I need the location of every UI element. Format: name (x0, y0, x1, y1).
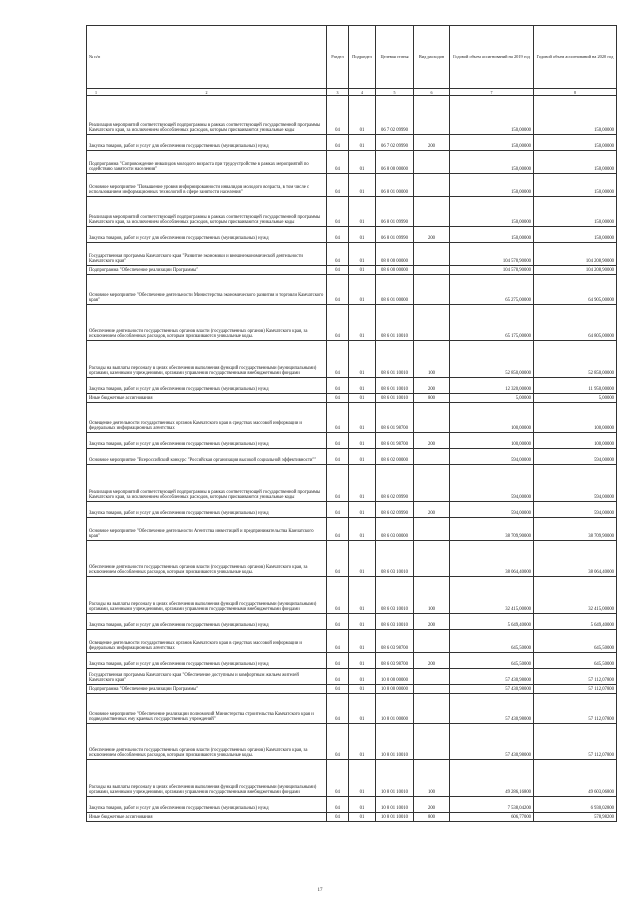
row-podrazdel: 01 (349, 694, 376, 724)
row-podrazdel: 01 (349, 630, 376, 653)
row-amount-2019: 100,00000 (450, 403, 534, 433)
row-name: Закупка товаров, работ и услуг для обеспечения государственных (муниципальных) нужд (87, 502, 327, 518)
row-amount-2019: 150,00000 (450, 151, 534, 174)
row-podrazdel: 01 (349, 403, 376, 433)
table-row (87, 275, 617, 305)
table-row (87, 518, 617, 541)
row-name: Освещение деятельности государственных органов Камчатского края в средствах массовой информации и федеральных информационных агентствах (87, 403, 327, 433)
row-tselevaya: 10 0 00 00000 (376, 669, 414, 685)
row-tselevaya: 08 0 00 00000 (376, 243, 414, 266)
row-name: Закупка товаров, работ и услуг для обеспечения государственных (муниципальных) нужд (87, 797, 327, 813)
row-tselevaya: 08 6 01 98700 (376, 433, 414, 449)
row-amount-2019: 57 430,98000 (450, 694, 534, 724)
row-name: Расходы на выплаты персоналу в целях обеспечения выполнения функций государственными (муниципальными) органами, казенными учреждениями, органами управления государственными внебюджетными фондами (87, 577, 327, 614)
row-podrazdel: 01 (349, 174, 376, 197)
table-row (87, 614, 617, 630)
row-amount-2019: 594,00000 (450, 465, 534, 502)
row-tselevaya: 08 6 02 00000 (376, 449, 414, 465)
table-row (87, 694, 617, 724)
row-name: Реализация мероприятий соответствующей подпрограммы в рамках соответствующей государственной программы Камчатского края, за исключением обособленных расходов, которым присваиваются уникальные коды (87, 465, 327, 502)
row-name: Закупка товаров, работ и услуг для обеспечения государственных (муниципальных) нужд (87, 614, 327, 630)
row-amount-2019: 606,77000 (450, 813, 534, 822)
table-row (87, 403, 617, 433)
row-vid (414, 669, 450, 685)
row-podrazdel: 01 (349, 653, 376, 669)
row-amount-2020: 57 112,07800 (534, 669, 617, 685)
row-podrazdel: 01 (349, 518, 376, 541)
row-podrazdel: 01 (349, 227, 376, 243)
row-amount-2019: 150,00000 (450, 96, 534, 135)
column-number: 5 (376, 89, 414, 96)
row-tselevaya: 10 8 01 10010 (376, 797, 414, 813)
row-tselevaya: 08 6 01 10010 (376, 378, 414, 394)
row-amount-2019: 38 709,90000 (450, 518, 534, 541)
row-amount-2019: 150,00000 (450, 197, 534, 227)
row-vid: 200 (414, 653, 450, 669)
row-tselevaya: 08 6 03 10010 (376, 541, 414, 577)
row-name: Подпрограмма "Обеспечение реализации Программы" (87, 685, 327, 694)
table-row (87, 760, 617, 797)
row-name: Подпрограмма "Обеспечение реализации Программы" (87, 266, 327, 275)
row-vid (414, 275, 450, 305)
row-amount-2020: 49 603,06800 (534, 760, 617, 797)
row-tselevaya: 08 6 01 10010 (376, 341, 414, 378)
row-name: Закупка товаров, работ и услуг для обеспечения государственных (муниципальных) нужд (87, 653, 327, 669)
row-amount-2020: 52 850,00000 (534, 341, 617, 378)
row-tselevaya: 08 6 03 00000 (376, 518, 414, 541)
row-tselevaya: 10 8 01 10010 (376, 760, 414, 797)
row-vid (414, 96, 450, 135)
row-podrazdel: 01 (349, 502, 376, 518)
column-number: 7 (450, 89, 534, 96)
row-podrazdel: 01 (349, 433, 376, 449)
row-amount-2019: 32 415,00000 (450, 577, 534, 614)
column-number: 6 (414, 89, 450, 96)
row-vid: 200 (414, 502, 450, 518)
row-amount-2020: 57 112,07800 (534, 685, 617, 694)
row-podrazdel: 01 (349, 577, 376, 614)
row-tselevaya: 06 7 02 09990 (376, 96, 414, 135)
row-name: Основное мероприятие "Повышение уровня информированности инвалидов молодого возраста, в том числе с использованием информационных технологий в сфере занятости населения" (87, 174, 327, 197)
row-vid (414, 197, 450, 227)
row-amount-2020: 150,00000 (534, 151, 617, 174)
row-tselevaya: 08 6 03 98700 (376, 630, 414, 653)
row-vid: 100 (414, 577, 450, 614)
row-amount-2020: 57 112,07800 (534, 724, 617, 760)
table-row (87, 174, 617, 197)
row-razdel: 04 (327, 760, 349, 797)
row-vid (414, 685, 450, 694)
row-amount-2019: 594,00000 (450, 502, 534, 518)
row-amount-2019: 52 850,00000 (450, 341, 534, 378)
row-podrazdel: 01 (349, 685, 376, 694)
row-razdel: 04 (327, 502, 349, 518)
row-razdel: 04 (327, 174, 349, 197)
row-name: Расходы на выплаты персоналу в целях обеспечения выполнения функций государственными (муниципальными) органами, казенными учреждениями, органами управления государственными внебюджетными фондами (87, 341, 327, 378)
table-row (87, 669, 617, 685)
row-amount-2020: 150,00000 (534, 227, 617, 243)
row-amount-2020: 594,00000 (534, 502, 617, 518)
row-vid: 200 (414, 135, 450, 151)
page-number: 17 (317, 888, 323, 893)
row-razdel: 04 (327, 577, 349, 614)
row-name: Закупка товаров, работ и услуг для обеспечения государственных (муниципальных) нужд (87, 135, 327, 151)
row-tselevaya: 08 6 02 09990 (376, 502, 414, 518)
row-amount-2020: 11 950,00000 (534, 378, 617, 394)
row-podrazdel: 01 (349, 266, 376, 275)
row-podrazdel: 01 (349, 197, 376, 227)
row-amount-2020: 578,98200 (534, 813, 617, 822)
header-razdel: Раздел (327, 26, 349, 89)
row-amount-2019: 49 286,16800 (450, 760, 534, 797)
table-row (87, 243, 617, 266)
row-podrazdel: 01 (349, 760, 376, 797)
row-amount-2019: 645,50000 (450, 630, 534, 653)
row-amount-2020: 6 930,02800 (534, 797, 617, 813)
row-razdel: 04 (327, 694, 349, 724)
row-amount-2020: 150,00000 (534, 174, 617, 197)
row-name: Закупка товаров, работ и услуг для обеспечения государственных (муниципальных) нужд (87, 378, 327, 394)
row-razdel: 04 (327, 275, 349, 305)
row-amount-2020: 32 415,00000 (534, 577, 617, 614)
row-amount-2019: 12 320,00000 (450, 378, 534, 394)
row-vid (414, 266, 450, 275)
row-amount-2019: 57 430,98000 (450, 669, 534, 685)
row-razdel: 04 (327, 630, 349, 653)
row-amount-2020: 64 905,00000 (534, 275, 617, 305)
row-tselevaya: 10 8 01 00000 (376, 694, 414, 724)
row-vid: 200 (414, 227, 450, 243)
row-name: Иные бюджетные ассигнования (87, 394, 327, 403)
row-vid: 200 (414, 614, 450, 630)
table-row (87, 266, 617, 275)
header-number: № п/п (87, 26, 327, 89)
row-vid (414, 465, 450, 502)
row-vid (414, 694, 450, 724)
row-tselevaya: 10 8 00 00000 (376, 685, 414, 694)
row-amount-2019: 104 578,90000 (450, 266, 534, 275)
row-tselevaya: 10 8 01 10010 (376, 724, 414, 760)
row-podrazdel: 01 (349, 669, 376, 685)
row-amount-2019: 5,00000 (450, 394, 534, 403)
row-razdel: 04 (327, 669, 349, 685)
row-amount-2020: 100,00000 (534, 433, 617, 449)
row-amount-2020: 5,00000 (534, 394, 617, 403)
row-razdel: 04 (327, 243, 349, 266)
table-row (87, 724, 617, 760)
table-row (87, 197, 617, 227)
row-name: Освещение деятельности государственных органов Камчатского края в средствах массовой информации и федеральных информационных агентствах (87, 630, 327, 653)
row-amount-2019: 57 430,98000 (450, 685, 534, 694)
row-tselevaya: 06 8 01 09990 (376, 227, 414, 243)
row-vid (414, 541, 450, 577)
table-row (87, 797, 617, 813)
row-name: Государственная программа Камчатского края "Развитие экономики и внешнеэкономической деятельности Камчатского края" (87, 243, 327, 266)
budget-table (86, 25, 617, 822)
row-amount-2020: 100,00000 (534, 403, 617, 433)
row-tselevaya: 08 6 00 00000 (376, 266, 414, 275)
table-row (87, 96, 617, 135)
row-podrazdel: 01 (349, 305, 376, 341)
row-amount-2020: 645,50000 (534, 630, 617, 653)
table-row (87, 433, 617, 449)
row-razdel: 04 (327, 378, 349, 394)
row-razdel: 04 (327, 135, 349, 151)
table-row (87, 465, 617, 502)
row-tselevaya: 08 6 01 00000 (376, 275, 414, 305)
row-amount-2019: 104 578,90000 (450, 243, 534, 266)
row-amount-2019: 57 430,98000 (450, 724, 534, 760)
row-amount-2019: 7 538,04200 (450, 797, 534, 813)
table-row (87, 449, 617, 465)
table-row (87, 813, 617, 822)
row-razdel: 04 (327, 341, 349, 378)
row-razdel: 04 (327, 685, 349, 694)
row-podrazdel: 01 (349, 813, 376, 822)
column-number: 8 (534, 89, 617, 96)
table-row (87, 630, 617, 653)
row-amount-2019: 65 275,00000 (450, 275, 534, 305)
row-tselevaya: 06 8 01 00000 (376, 174, 414, 197)
row-razdel: 04 (327, 151, 349, 174)
row-podrazdel: 01 (349, 394, 376, 403)
header-2019: Годовой объем ассигнований на 2019 год (450, 26, 534, 89)
row-amount-2020: 594,00000 (534, 449, 617, 465)
row-name: Основное мероприятие "Всероссийский конкурс "Российская организация высокой социальной эффективности"" (87, 449, 327, 465)
row-tselevaya: 08 6 03 10010 (376, 577, 414, 614)
row-vid: 100 (414, 341, 450, 378)
row-razdel: 04 (327, 266, 349, 275)
row-amount-2020: 38 064,40000 (534, 541, 617, 577)
row-podrazdel: 01 (349, 797, 376, 813)
row-podrazdel: 01 (349, 341, 376, 378)
table-row (87, 394, 617, 403)
row-name: Расходы на выплаты персоналу в целях обеспечения выполнения функций государственными (муниципальными) органами, казенными учреждениями, органами управления государственными внебюджетными фондами (87, 760, 327, 797)
row-razdel: 04 (327, 614, 349, 630)
row-podrazdel: 01 (349, 151, 376, 174)
row-vid: 800 (414, 813, 450, 822)
row-amount-2019: 38 064,40000 (450, 541, 534, 577)
column-number: 2 (205, 90, 208, 95)
row-vid (414, 449, 450, 465)
row-amount-2019: 150,00000 (450, 227, 534, 243)
row-name: Основное мероприятие "Обеспечение деятельности Министерства экономического развития и торговли Камчатского края" (87, 275, 327, 305)
row-amount-2020: 38 709,90000 (534, 518, 617, 541)
row-name: Реализация мероприятий соответствующей подпрограммы в рамках соответствующей государственной программы Камчатского края, за исключением обособленных расходов, которым присваиваются уникальные коды (87, 197, 327, 227)
row-razdel: 04 (327, 724, 349, 760)
row-amount-2020: 594,00000 (534, 465, 617, 502)
row-amount-2019: 5 649,40000 (450, 614, 534, 630)
row-tselevaya: 08 6 01 98700 (376, 403, 414, 433)
table-row (87, 577, 617, 614)
row-amount-2020: 150,00000 (534, 96, 617, 135)
row-podrazdel: 01 (349, 465, 376, 502)
column-number: 4 (349, 89, 376, 96)
row-podrazdel: 01 (349, 724, 376, 760)
table-row (87, 341, 617, 378)
row-name: Основное мероприятие "Обеспечение деятельности Агентства инвестиций и предпринимательства Камчатского края" (87, 518, 327, 541)
row-razdel: 04 (327, 96, 349, 135)
row-vid (414, 403, 450, 433)
row-name: Государственная программа Камчатского края "Обеспечение доступным и комфортным жильем жителей Камчатского края" (87, 669, 327, 685)
row-tselevaya: 06 8 00 00000 (376, 151, 414, 174)
header-podrazdel: Подраздел (349, 26, 376, 89)
table-row (87, 541, 617, 577)
row-razdel: 04 (327, 403, 349, 433)
row-amount-2020: 5 649,40000 (534, 614, 617, 630)
row-name: Основное мероприятие "Обеспечение реализации полномочий Министерства строительства Камчатского края и подведомственных ему краевых государственных учреждений" (87, 694, 327, 724)
row-vid: 800 (414, 394, 450, 403)
row-vid (414, 518, 450, 541)
row-razdel: 04 (327, 449, 349, 465)
row-vid: 200 (414, 433, 450, 449)
row-tselevaya: 08 6 01 10010 (376, 305, 414, 341)
row-vid: 200 (414, 378, 450, 394)
row-vid: 200 (414, 797, 450, 813)
row-razdel: 04 (327, 433, 349, 449)
column-number: 3 (327, 89, 349, 96)
row-podrazdel: 01 (349, 243, 376, 266)
row-vid (414, 174, 450, 197)
table-body (87, 89, 617, 822)
row-podrazdel: 01 (349, 96, 376, 135)
row-razdel: 04 (327, 541, 349, 577)
row-vid (414, 724, 450, 760)
row-name: Реализация мероприятий соответствующей подпрограммы в рамках соответствующей государственной программы Камчатского края, за исключением обособленных расходов, которым присваиваются уникальные коды (87, 96, 327, 135)
row-vid (414, 305, 450, 341)
row-podrazdel: 01 (349, 614, 376, 630)
row-razdel: 04 (327, 797, 349, 813)
row-razdel: 04 (327, 518, 349, 541)
table-row (87, 502, 617, 518)
row-amount-2020: 64 805,00000 (534, 305, 617, 341)
row-podrazdel: 01 (349, 378, 376, 394)
row-amount-2019: 594,00000 (450, 449, 534, 465)
table-row (87, 227, 617, 243)
row-razdel: 04 (327, 653, 349, 669)
row-amount-2020: 645,50000 (534, 653, 617, 669)
row-amount-2020: 104 208,90000 (534, 243, 617, 266)
row-tselevaya: 08 6 03 98700 (376, 653, 414, 669)
header-2020: Годовой объем ассигнований на 2020 год (534, 26, 617, 89)
row-amount-2020: 104 208,90000 (534, 266, 617, 275)
header-tselevaya: Целевая статья (376, 26, 414, 89)
row-vid: 100 (414, 760, 450, 797)
row-tselevaya: 08 6 01 10010 (376, 394, 414, 403)
row-amount-2020: 57 112,07800 (534, 694, 617, 724)
row-amount-2019: 100,00000 (450, 433, 534, 449)
row-vid (414, 243, 450, 266)
table-row (87, 653, 617, 669)
row-podrazdel: 01 (349, 135, 376, 151)
row-amount-2019: 150,00000 (450, 174, 534, 197)
row-vid (414, 151, 450, 174)
table-row (87, 305, 617, 341)
table-row (87, 685, 617, 694)
column-number-cell (87, 89, 327, 96)
row-name: Закупка товаров, работ и услуг для обеспечения государственных (муниципальных) нужд (87, 433, 327, 449)
row-vid (414, 630, 450, 653)
row-tselevaya: 10 8 01 10010 (376, 813, 414, 822)
row-name: Подпрограмма "Сопровождение инвалидов молодого возраста при трудоустройстве в рамках мероприятий по содействию занятости населения" (87, 151, 327, 174)
row-name: Обеспечение деятельности государственных органов власти (государственных органов) Камчатского края, за исключением обособленных расходов, которым присваиваются уникальные коды. (87, 541, 327, 577)
row-tselevaya: 08 6 03 10010 (376, 614, 414, 630)
row-tselevaya: 06 7 02 09990 (376, 135, 414, 151)
row-razdel: 04 (327, 465, 349, 502)
row-tselevaya: 08 6 02 09990 (376, 465, 414, 502)
row-name: Иные бюджетные ассигнования (87, 813, 327, 822)
row-razdel: 04 (327, 305, 349, 341)
row-tselevaya: 06 8 01 09990 (376, 197, 414, 227)
table-row (87, 135, 617, 151)
row-razdel: 04 (327, 227, 349, 243)
header-row (87, 26, 617, 89)
row-amount-2019: 645,50000 (450, 653, 534, 669)
row-amount-2019: 150,00000 (450, 135, 534, 151)
row-razdel: 04 (327, 197, 349, 227)
row-amount-2020: 150,00000 (534, 135, 617, 151)
row-podrazdel: 01 (349, 275, 376, 305)
row-name: Обеспечение деятельности государственных органов власти (государственных органов) Камчатского края, за исключением обособленных расходов, которым присваиваются уникальные коды. (87, 305, 327, 341)
row-podrazdel: 01 (349, 541, 376, 577)
table-row (87, 378, 617, 394)
row-amount-2020: 150,00000 (534, 197, 617, 227)
row-name: Закупка товаров, работ и услуг для обеспечения государственных (муниципальных) нужд (87, 227, 327, 243)
row-podrazdel: 01 (349, 449, 376, 465)
row-name: Обеспечение деятельности государственных органов власти (государственных органов) Камчатского края, за исключением обособленных расходов, которым присваиваются уникальные коды. (87, 724, 327, 760)
row-amount-2019: 65 175,00000 (450, 305, 534, 341)
column-number-row (87, 89, 617, 96)
table-row (87, 151, 617, 174)
row-razdel: 04 (327, 394, 349, 403)
column-number: 1 (95, 90, 97, 95)
header-vid: Вид расходов (414, 26, 450, 89)
row-razdel: 04 (327, 813, 349, 822)
